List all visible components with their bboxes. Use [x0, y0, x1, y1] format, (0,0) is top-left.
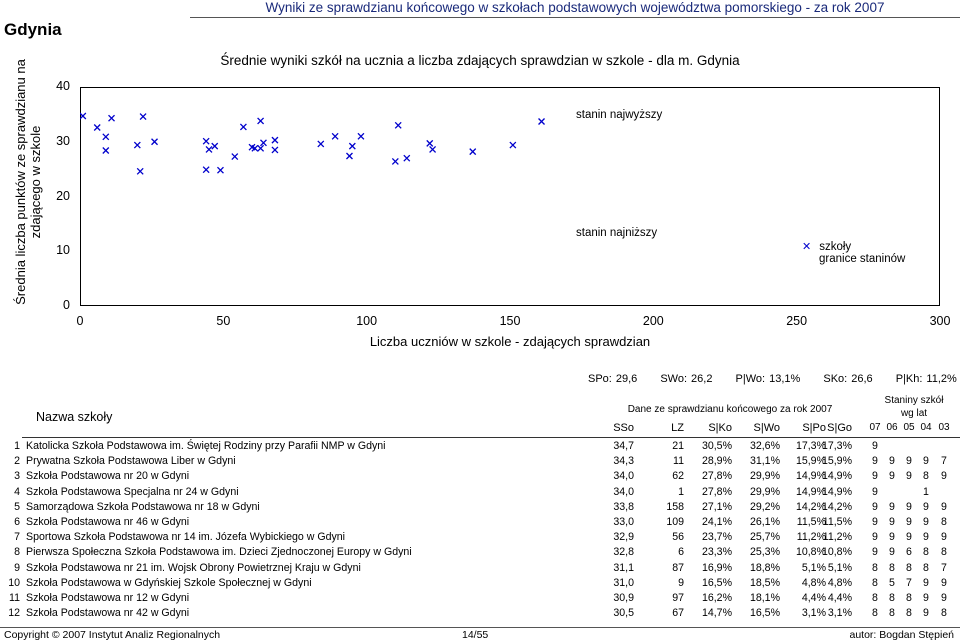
stat-pkh-value: 11,2%: [926, 373, 957, 385]
x-tick-label: 250: [786, 314, 808, 328]
cell-sko: 27,1%: [701, 500, 732, 513]
stanine-cell: 8: [906, 561, 912, 574]
cell-sko: 28,9%: [701, 455, 732, 468]
data-point: [332, 133, 338, 139]
cell-sso: 33,8: [613, 500, 634, 513]
cell-sko: 16,2%: [701, 592, 732, 604]
data-point: [260, 140, 266, 146]
legend-item-schools: [802, 241, 905, 253]
y-tick-label: 30: [56, 133, 70, 148]
stanine-cell: 9: [923, 607, 929, 620]
school-name: Prywatna Szkoła Podstawowa Liber w Gdyni: [26, 455, 236, 468]
cell-sgo: 4,4%: [827, 592, 852, 604]
cell-sso: 30,5: [613, 607, 634, 620]
stanine-cell: 9: [872, 516, 878, 528]
cell-lz: 62: [672, 470, 684, 483]
stanine-cell: 9: [906, 455, 912, 468]
cell-spo: 11,5%: [796, 516, 826, 528]
stanine-cell: 8: [889, 607, 895, 620]
table-row: [0, 516, 960, 531]
data-point: [103, 134, 109, 140]
cell-swo: 16,5%: [749, 607, 780, 620]
row-number: 8: [14, 546, 20, 559]
stanine-cell: 8: [923, 470, 929, 483]
page-number: 14/55: [462, 629, 489, 641]
cell-sso: 33,0: [613, 516, 634, 528]
annotation-top-stanine: stanin najwyższy: [576, 109, 663, 121]
stanine-cell: 9: [923, 455, 929, 468]
stanine-cell: 9: [872, 500, 878, 513]
cell-lz: 67: [672, 607, 684, 620]
x-tick-label: 200: [642, 314, 664, 328]
cell-spo: 5,1%: [801, 561, 826, 574]
cell-sko: 30,5%: [701, 440, 732, 452]
stanine-header: [868, 394, 960, 420]
data-point: [349, 143, 355, 149]
stanine-cell: 9: [872, 470, 878, 483]
stanine-cell: 9: [923, 592, 929, 604]
data-point: [272, 147, 278, 153]
table-header-divider: [22, 437, 960, 438]
row-number: 1: [14, 440, 20, 452]
table-row: [0, 562, 960, 577]
cell-sko: 27,8%: [701, 470, 732, 483]
cell-sso: 34,0: [613, 485, 634, 498]
school-name: Szkoła Podstawowa nr 12 w Gdyni: [26, 592, 190, 604]
table-row: [0, 546, 960, 561]
stat-pwo-value: 13,1%: [769, 373, 801, 385]
stanine-cell: 9: [906, 531, 912, 544]
school-name: Katolicka Szkoła Podstawowa im. Świętej Rodziny przy Parafii NMP w Gdyni: [26, 440, 386, 452]
data-point: [358, 133, 364, 139]
data-point: [94, 125, 100, 131]
table-row: [0, 470, 960, 485]
school-name: Szkoła Podstawowa w Gdyńskiej Szkole Społecznej w Gdyni: [26, 576, 312, 589]
column-header: S|Go: [827, 422, 852, 434]
report-title: Wyniki ze sprawdzianu końcowego w szkołach podstawowych województwa pomorskiego - za rok 2007: [265, 0, 885, 15]
cell-sgo: 14,9%: [821, 485, 852, 498]
cell-sso: 34,3: [613, 455, 634, 468]
table-row: [0, 440, 960, 455]
data-point: [103, 148, 109, 154]
cell-swo: 29,2%: [749, 500, 780, 513]
table-row: [0, 501, 960, 516]
stanine-cell: 9: [872, 485, 878, 498]
cell-sso: 31,0: [613, 576, 634, 589]
year-header: 06: [886, 422, 898, 433]
data-point: [140, 114, 146, 120]
cell-sgo: 15,9%: [821, 455, 852, 468]
column-header-name: Nazwa szkoły: [36, 410, 113, 424]
legend-label-boundaries: granice staninów: [819, 253, 906, 265]
stanine-cell: 9: [906, 500, 912, 513]
cell-swo: 32,6%: [749, 440, 780, 452]
table-row: [0, 455, 960, 470]
cell-sko: 24,1%: [701, 516, 732, 528]
data-point: [109, 115, 115, 121]
cell-sko: 27,8%: [701, 485, 732, 498]
cell-swo: 18,8%: [749, 561, 780, 574]
annotation-bottom-stanine: stanin najniższy: [576, 227, 658, 239]
cell-swo: 26,1%: [749, 516, 780, 528]
data-point: [272, 137, 278, 143]
column-header: S|Po: [802, 422, 826, 434]
stanine-cell: 9: [872, 455, 878, 468]
x-tick-label: 0: [76, 314, 84, 328]
cell-lz: 109: [666, 516, 684, 528]
stat-sko-label: SKo:: [823, 373, 848, 385]
cell-swo: 31,1%: [749, 455, 780, 468]
stanine-cell: 9: [889, 531, 895, 544]
column-group-header: Dane ze sprawdzianu końcowego za rok 2007: [627, 404, 833, 415]
cell-sso: 32,8: [613, 546, 634, 559]
cell-sgo: 14,9%: [821, 470, 852, 483]
cell-sgo: 5,1%: [827, 561, 852, 574]
data-point: [395, 122, 401, 128]
footer-copyright: Copyright © 2007 Instytut Analiz Regionalnych: [4, 629, 221, 641]
stanine-cell: 9: [923, 500, 929, 513]
cell-lz: 11: [673, 455, 684, 468]
data-point: [430, 146, 436, 152]
table-row: [0, 486, 960, 501]
footer-divider: [0, 627, 960, 628]
cell-sko: 23,3%: [701, 546, 732, 559]
data-point: [510, 142, 516, 148]
stat-pwo-label: P|Wo:: [735, 373, 766, 385]
data-point: [258, 145, 264, 151]
cell-sso: 34,0: [613, 470, 634, 483]
cell-swo: 29,9%: [749, 470, 780, 483]
cross-marker-icon: ✕: [802, 241, 812, 253]
cell-spo: 14,2%: [795, 500, 826, 513]
cell-swo: 18,1%: [749, 592, 780, 604]
legend-label-schools: szkoły: [819, 241, 852, 253]
cell-spo: 15,9%: [795, 455, 826, 468]
stanine-cell: 9: [923, 516, 929, 528]
data-point: [203, 138, 209, 144]
stanine-cell: 8: [872, 561, 878, 574]
cell-spo: 4,4%: [801, 592, 826, 604]
stanine-cell: 8: [889, 592, 895, 604]
column-header: S|Wo: [753, 422, 780, 434]
stanine-cell: 9: [889, 546, 895, 559]
data-point: [470, 149, 476, 155]
y-tick-label: 0: [63, 298, 70, 312]
data-point: [539, 118, 545, 124]
year-header: 07: [869, 422, 881, 433]
stanine-cell: 7: [941, 455, 947, 468]
chart-legend: [802, 241, 905, 265]
school-name: Samorządowa Szkoła Podstawowa nr 18 w Gdyni: [26, 500, 260, 513]
school-name: Pierwsza Społeczna Szkoła Podstawowa im. Dzieci Zjednoczonej Europy w Gdyni: [26, 546, 412, 559]
data-point: [203, 167, 209, 173]
data-point: [134, 142, 140, 148]
row-number: 2: [14, 455, 20, 468]
stanine-cell: 9: [941, 470, 947, 483]
stanine-cell: 9: [872, 440, 878, 452]
cell-lz: 158: [666, 500, 684, 513]
cell-sso: 30,9: [613, 592, 634, 604]
x-tick-label: 150: [499, 314, 521, 328]
row-number: 12: [8, 607, 20, 620]
y-tick-label: 10: [56, 243, 70, 258]
data-point: [80, 113, 86, 119]
cell-sgo: 11,2%: [822, 531, 852, 544]
cell-sko: 16,5%: [701, 576, 732, 589]
stanine-cell: 8: [872, 592, 878, 604]
data-point: [137, 168, 143, 174]
x-tick-label: 100: [356, 314, 378, 328]
row-number: 11: [9, 592, 20, 604]
stanine-cell: 9: [889, 500, 895, 513]
stanine-cell: 8: [906, 592, 912, 604]
stanine-cell: 9: [906, 470, 912, 483]
data-point: [392, 158, 398, 164]
cell-lz: 1: [678, 485, 684, 498]
stanine-cell: 8: [923, 546, 929, 559]
school-name: Szkoła Podstawowa nr 42 w Gdyni: [26, 607, 190, 620]
cell-swo: 25,3%: [749, 546, 780, 559]
column-header: S|Ko: [708, 422, 732, 434]
stanine-cell: 8: [872, 576, 878, 589]
y-tick-label: 40: [56, 79, 70, 93]
stanine-cell: 8: [941, 546, 947, 559]
cell-spo: 14,9%: [795, 485, 826, 498]
cell-lz: 9: [678, 576, 684, 589]
stanine-cell: 8: [923, 561, 929, 574]
row-number: 4: [14, 485, 20, 498]
cell-sko: 16,9%: [701, 561, 732, 574]
cell-sgo: 11,5%: [822, 516, 852, 528]
row-number: 9: [14, 561, 20, 574]
data-point: [217, 167, 223, 173]
stanine-cell: 5: [889, 576, 895, 589]
year-header: 03: [938, 422, 950, 433]
year-header: 04: [920, 422, 932, 433]
table-row: [0, 577, 960, 592]
stanine-cell: 8: [941, 607, 947, 620]
stat-sko-value: 26,6: [851, 373, 873, 385]
chart-title: Średnie wyniki szkół na ucznia a liczba zdających sprawdzian w szkole - dla m. Gdynia: [220, 53, 740, 68]
stanine-cell: 8: [872, 607, 878, 620]
stat-spo-label: SPo:: [588, 373, 612, 385]
school-name: Sportowa Szkoła Podstawowa nr 14 im. Józefa Wybickiego w Gdyni: [26, 531, 346, 544]
stanine-cell: 9: [872, 531, 878, 544]
x-tick-label: 300: [929, 314, 951, 328]
cell-sso: 31,1: [613, 561, 634, 574]
stanine-header-title: Staniny szkół: [884, 395, 944, 406]
cell-lz: 21: [672, 440, 684, 452]
stanine-cell: 9: [889, 455, 895, 468]
cell-sko: 14,7%: [701, 607, 732, 620]
header-divider: [190, 17, 960, 18]
stat-spo-value: 29,6: [615, 373, 638, 385]
cell-spo: 17,3%: [795, 440, 826, 452]
stanine-cell: 7: [941, 561, 947, 574]
x-tick-label: 50: [216, 314, 231, 328]
stanine-cell: 9: [889, 516, 895, 528]
cell-spo: 3,1%: [801, 607, 826, 620]
cell-spo: 10,8%: [795, 546, 826, 559]
cell-swo: 18,5%: [749, 576, 780, 589]
row-number: 7: [14, 531, 20, 544]
cell-lz: 56: [672, 531, 684, 544]
data-point: [258, 118, 264, 124]
school-name: Szkoła Podstawowa nr 20 w Gdyni: [26, 470, 190, 483]
y-axis-label: Średnia liczba punktów ze sprawdzianu na zdającego w szkole: [13, 59, 43, 305]
scatter-plot: [80, 87, 940, 306]
data-point: [212, 143, 218, 149]
table-row: [0, 607, 960, 622]
stat-swo-value: 26,2: [691, 373, 713, 385]
footer-author: autor: Bogdan Stępień: [849, 629, 954, 641]
stanine-cell: 6: [906, 546, 912, 559]
y-tick-label: 20: [56, 188, 70, 203]
data-point: [318, 141, 324, 147]
stanine-cell: 7: [906, 576, 912, 589]
summary-stats: [588, 373, 960, 385]
stanine-cell: 1: [923, 485, 929, 498]
data-point: [232, 154, 238, 160]
row-number: 5: [14, 500, 20, 513]
data-point: [240, 124, 246, 130]
stat-pkh-label: P|Kh:: [895, 373, 923, 385]
stanine-cell: 9: [941, 576, 947, 589]
stanine-cell: 9: [941, 592, 947, 604]
cell-lz: 87: [672, 561, 684, 574]
cell-lz: 6: [678, 546, 684, 559]
stanine-cell: 9: [941, 500, 947, 513]
stanine-cell: 9: [923, 531, 929, 544]
data-point: [152, 139, 158, 145]
data-point: [427, 140, 433, 146]
stanine-cell: 9: [923, 576, 929, 589]
school-name: Szkoła Podstawowa nr 46 w Gdyni: [26, 516, 190, 528]
stanine-cell: 9: [941, 531, 947, 544]
cell-sgo: 17,3%: [821, 440, 852, 452]
cell-spo: 4,8%: [801, 576, 826, 589]
stanine-cell: 9: [889, 470, 895, 483]
row-number: 10: [8, 576, 20, 589]
cell-spo: 11,2%: [796, 531, 826, 544]
column-header: SSo: [613, 422, 634, 434]
stanine-cell: 8: [906, 607, 912, 620]
school-name: Szkoła Podstawowa nr 21 im. Wojsk Obrony Powietrznej Kraju w Gdyni: [26, 561, 361, 574]
cell-sso: 34,7: [613, 440, 634, 452]
stanine-cell: 9: [906, 516, 912, 528]
year-header: 05: [903, 422, 915, 433]
cell-swo: 29,9%: [749, 485, 780, 498]
city-heading: Gdynia: [4, 20, 62, 39]
legend-item-boundaries: [802, 253, 905, 265]
cell-sgo: 14,2%: [821, 500, 852, 513]
row-number: 6: [14, 516, 20, 528]
data-point: [346, 153, 352, 159]
cell-sgo: 10,8%: [821, 546, 852, 559]
cell-spo: 14,9%: [795, 470, 826, 483]
cell-lz: 97: [672, 592, 684, 604]
table-row: [0, 592, 960, 607]
table-row: [0, 531, 960, 546]
x-axis-label: Liczba uczniów w szkole - zdających sprawdzian: [369, 334, 651, 349]
cell-sgo: 4,8%: [827, 576, 852, 589]
row-number: 3: [14, 470, 20, 483]
stat-swo-label: SWo:: [660, 373, 688, 385]
data-point: [404, 155, 410, 161]
stanine-cell: 8: [889, 561, 895, 574]
stanine-header-sub: wg lat: [900, 408, 928, 419]
cell-sso: 32,9: [613, 531, 634, 544]
column-header: LZ: [671, 422, 684, 434]
school-name: Szkoła Podstawowa Specjalna nr 24 w Gdyni: [26, 485, 239, 498]
cell-swo: 25,7%: [749, 531, 780, 544]
cell-sko: 23,7%: [701, 531, 732, 544]
cell-sgo: 3,1%: [827, 607, 852, 620]
data-point: [206, 146, 212, 152]
stanine-cell: 9: [872, 546, 878, 559]
stanine-cell: 8: [941, 516, 947, 528]
